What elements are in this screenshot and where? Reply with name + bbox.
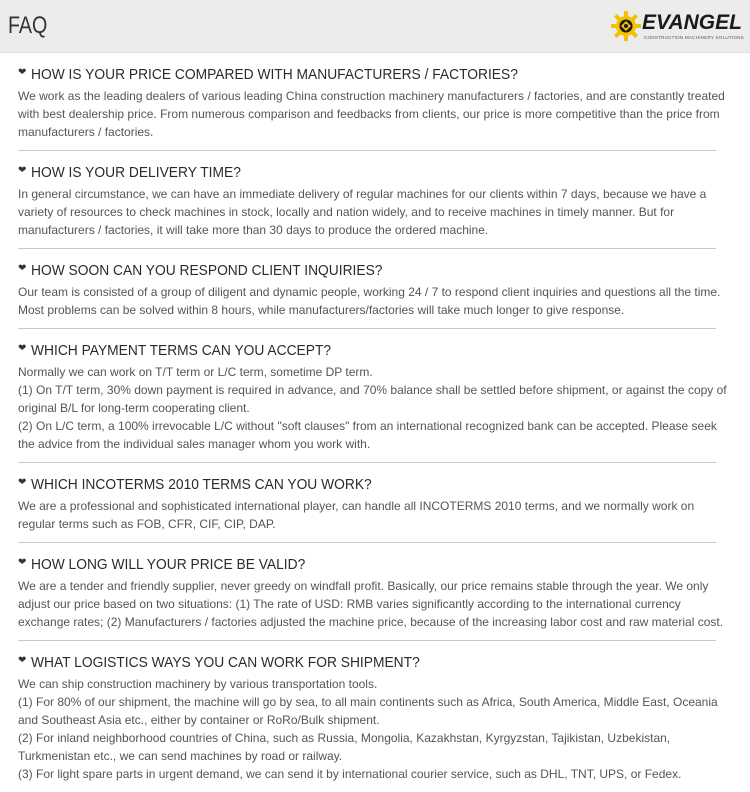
gear-logo-icon <box>610 10 642 42</box>
heart-bullet-icon: ❤ <box>18 263 27 274</box>
faq-item <box>18 329 727 463</box>
faq-answer-paragraph: (1) For 80% of our shipment, the machine will go by sea, to all main continents such as Africa, South America, Middle East, Oceania and Southeast Asia etc., either by container or RoRo/Bulk shipment. <box>18 695 718 727</box>
faq-answer <box>18 363 730 453</box>
faq-answer <box>18 675 730 783</box>
faq-question <box>18 555 716 575</box>
faq-question <box>18 341 716 361</box>
faq-question <box>18 65 716 85</box>
faq-question <box>18 261 716 281</box>
faq-question-text: WHAT LOGISTICS WAYS YOU CAN WORK FOR SHIPMENT? <box>31 654 421 671</box>
faq-answer-paragraph: We are a tender and friendly supplier, never greedy on windfall profit. Basically, our price remains stable through the year. We only adjust our price based on two situations: (1) The rate of USD: RMB varies significantly according to the international currency exchange rates; (2) Manufacturers / factories adjusted the machine price, because of the increasing labor cost and raw material cost. <box>18 579 724 629</box>
heart-bullet-icon: ❤ <box>18 655 27 666</box>
faq-answer-paragraph: We can ship construction machinery by various transportation tools. <box>18 677 378 691</box>
faq-question-text: WHICH PAYMENT TERMS CAN YOU ACCEPT? <box>31 342 332 359</box>
logo-tagline: CONSTRUCTION MACHINERY SOLUTIONS <box>644 35 744 40</box>
faq-answer-paragraph: (2) For inland neighborhood countries of China, such as Russia, Mongolia, Kazakhstan, Kyrgyzstan, Tajikistan, Uzbekistan, Turkmenistan etc., we can send machines by road or railway. <box>18 731 671 763</box>
heart-bullet-icon: ❤ <box>18 343 27 354</box>
faq-list <box>0 53 750 792</box>
heart-bullet-icon: ❤ <box>18 477 27 488</box>
faq-answer-paragraph: We are a professional and sophisticated international player, can handle all INCOTERMS 2010 terms, and we normally work on regular terms such as FOB, CFR, CIF, CIP, DAP. <box>18 499 695 531</box>
faq-question-text: HOW IS YOUR PRICE COMPARED WITH MANUFACTURERS / FACTORIES? <box>31 66 519 83</box>
page-header <box>0 0 750 53</box>
faq-answer-paragraph: In general circumstance, we can have an immediate delivery of regular machines for our clients within 7 days, because we have a variety of resources to check machines in stock, locally and nation widely, and to receive machines in timely manner. But for manufacturers / factories, it will take more than 30 days to produce the ordered machine. <box>18 187 707 237</box>
faq-answer-paragraph: (1) On T/T term, 30% down payment is required in advance, and 70% balance shall be settled before shipment, or against the copy of original B/L for long-term cooperating client. <box>18 383 727 415</box>
faq-answer <box>18 577 730 631</box>
page-title: FAQ <box>8 12 48 39</box>
faq-question <box>18 163 716 183</box>
evangel-logo[interactable] <box>610 10 744 44</box>
faq-question <box>18 653 716 673</box>
faq-item <box>18 463 716 543</box>
faq-question-text: WHICH INCOTERMS 2010 TERMS CAN YOU WORK? <box>31 476 373 493</box>
logo-wordmark: EVANGEL <box>642 11 742 34</box>
faq-item <box>18 249 721 329</box>
faq-answer <box>18 497 730 533</box>
faq-answer-paragraph: (3) For light spare parts in urgent demand, we can send it by international courier service, such as DHL, TNT, UPS, or Fedex. <box>18 767 682 781</box>
heart-bullet-icon: ❤ <box>18 557 27 568</box>
faq-question-text: HOW SOON CAN YOU RESPOND CLIENT INQUIRIES? <box>31 262 383 279</box>
faq-answer <box>18 87 730 141</box>
heart-bullet-icon: ❤ <box>18 165 27 176</box>
faq-answer <box>18 283 730 319</box>
faq-question-text: HOW LONG WILL YOUR PRICE BE VALID? <box>31 556 306 573</box>
faq-item <box>18 53 725 151</box>
faq-answer-paragraph: We work as the leading dealers of various leading China construction machinery manufacturers / factories, and are constantly treated with best dealership price. From numerous comparison and feedbacks from clients, our price is more competitive than the price from manufacturers / factories. <box>18 89 725 139</box>
faq-answer-paragraph: Normally we can work on T/T term or L/C term, sometime DP term. <box>18 365 373 379</box>
faq-answer-paragraph: Our team is consisted of a group of diligent and dynamic people, working 24 / 7 to respond client inquiries and questions all the time. Most problems can be solved within 8 hours, while manufacturers/factories will take much longer to give response. <box>18 285 721 317</box>
faq-item <box>18 151 716 249</box>
faq-item <box>18 543 724 641</box>
heart-bullet-icon: ❤ <box>18 67 27 78</box>
faq-answer <box>18 185 730 239</box>
faq-question <box>18 475 716 495</box>
faq-item <box>18 641 716 792</box>
faq-answer-paragraph: (2) On L/C term, a 100% irrevocable L/C without "soft clauses" from an international recognized bank can be accepted. Please seek the advice from the individual sales manager whom you work with. <box>18 419 717 451</box>
faq-question-text: HOW IS YOUR DELIVERY TIME? <box>31 164 242 181</box>
